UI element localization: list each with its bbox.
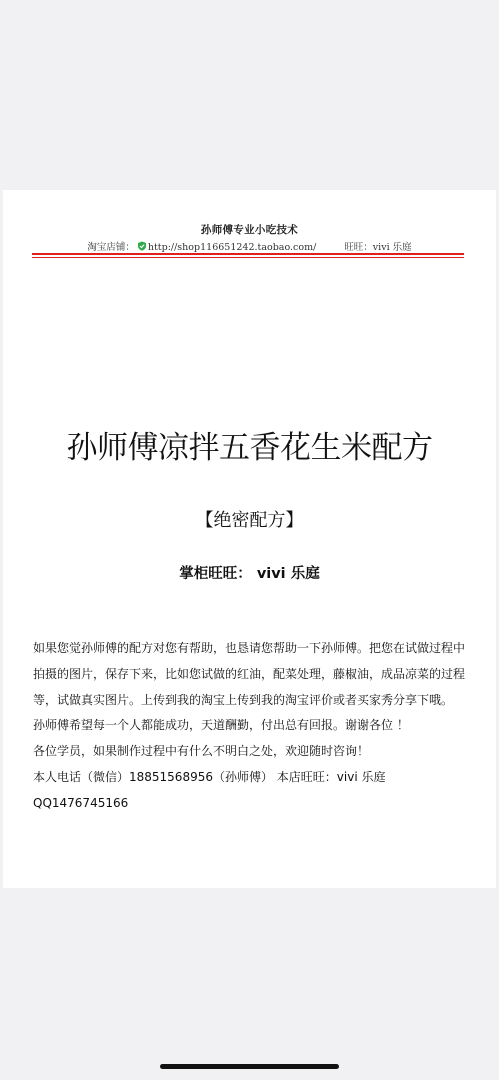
body-text	[33, 636, 470, 817]
owner-contact: 掌柜旺旺： vivi 乐庭	[179, 566, 320, 582]
shop-info-line	[3, 239, 496, 253]
header-rule-thick	[32, 253, 464, 255]
paragraph: 各位学员，如果制作过程中有什么不明白之处，欢迎随时咨询！	[33, 744, 370, 759]
document-header	[3, 222, 496, 253]
paragraph: 如果您觉孙师傅的配方对您有帮助，也恳请您帮助一下孙师傅。把您在试做过程中拍摄的图片，保存下来，比如您试做的红油，配菜处理，藤椒油，成品凉菜的过程等，试做真实图片。上传到我的淘宝上传到我的淘宝评价或者买家秀分享下哦。	[33, 641, 466, 707]
header-rule-thin	[32, 257, 464, 258]
document-title: 孙师傅凉拌五香花生米配方	[66, 430, 433, 466]
paragraph: 孙师傅希望每一个人都能成功，天道酬勤，付出总有回报。谢谢各位 ！	[33, 718, 409, 733]
paragraph: 本人电话（微信）18851568956（孙师傅） 本店旺旺：vivi 乐庭 QQ1476745166	[33, 769, 386, 810]
wangwang-contact: 旺旺：vivi 乐庭	[344, 242, 412, 253]
document-subtitle: 【绝密配方】	[195, 510, 304, 531]
shop-name: 孙师傅专业小吃技术	[200, 224, 299, 236]
document-page	[3, 190, 496, 888]
home-indicator[interactable]	[160, 1064, 339, 1069]
store-url-link[interactable]: http://shop116651242.taobao.com/	[147, 242, 317, 253]
store-label: 淘宝店铺：	[87, 242, 135, 253]
shield-icon	[137, 241, 147, 251]
